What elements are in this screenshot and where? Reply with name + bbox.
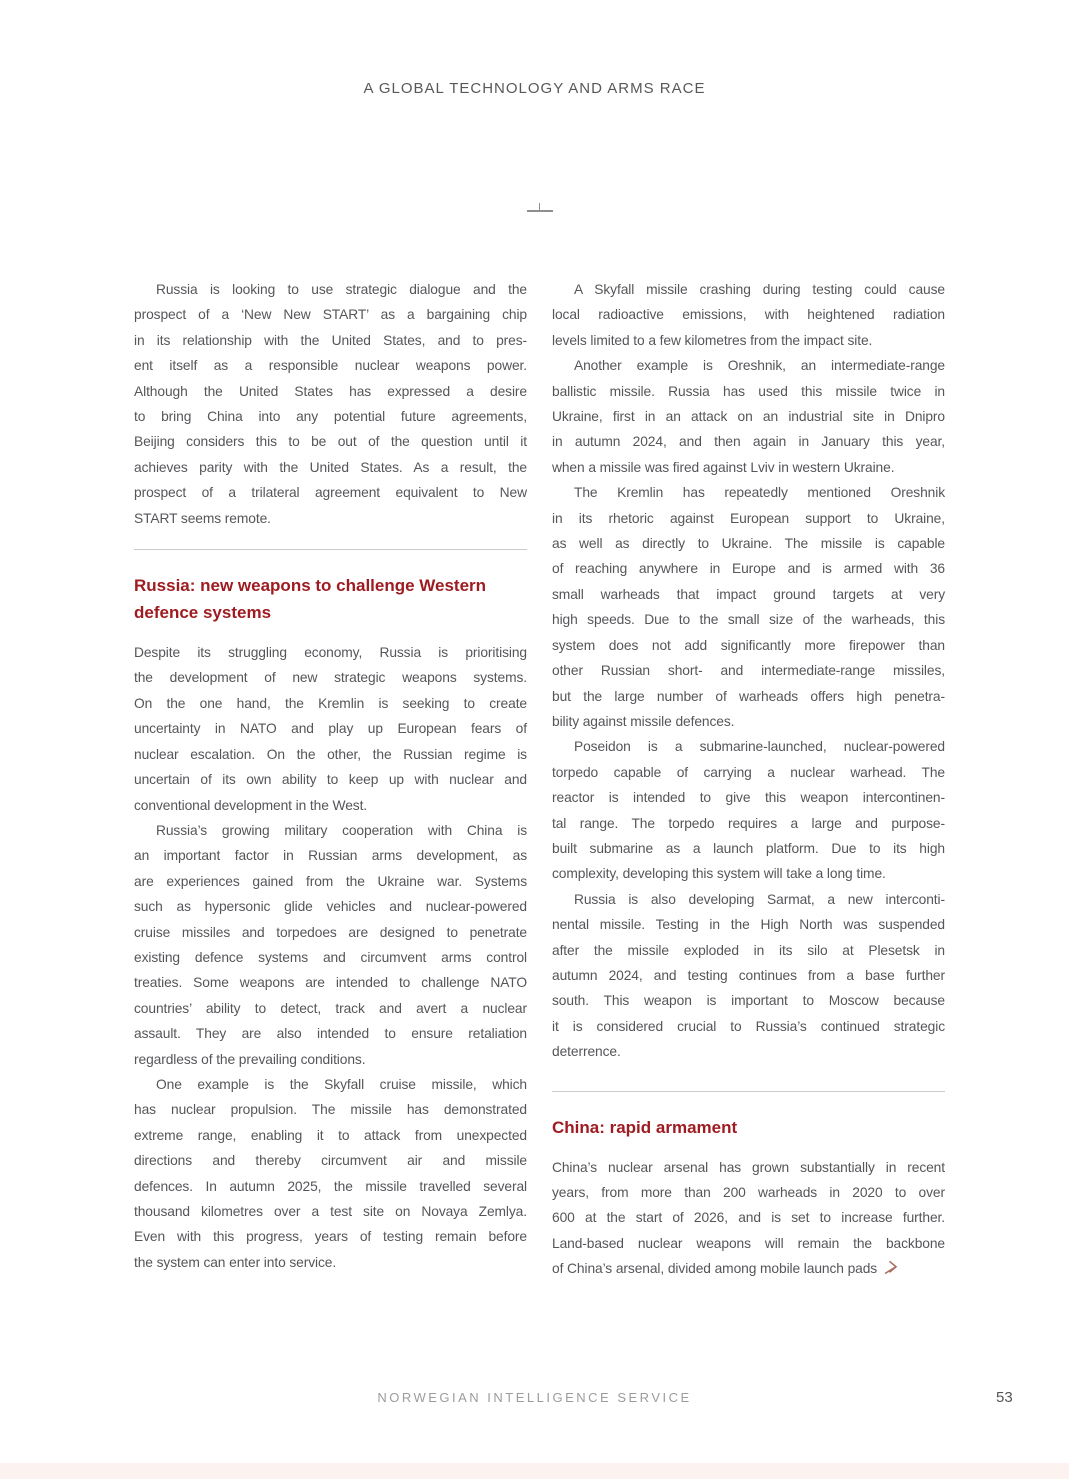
paragraph: [134, 277, 527, 531]
paragraph-line: high speeds. Due to the small size of the warheads, this: [552, 612, 945, 628]
running-header: A GLOBAL TECHNOLOGY AND ARMS RACE: [363, 80, 706, 97]
paragraph-line: has nuclear propulsion. The missile has demonstrated: [134, 1102, 527, 1118]
right-column: [552, 277, 945, 1284]
left-column: [134, 277, 527, 1275]
paragraph-line: China’s nuclear arsenal has grown substantially in recent: [552, 1159, 945, 1175]
paragraph: [552, 480, 945, 734]
paragraph-line: START seems remote.: [134, 510, 271, 526]
paragraph-line: as well as directly to Ukraine. The missile is capable: [552, 536, 945, 552]
paragraph-line: torpedo capable of carrying a nuclear warhead. The: [552, 764, 945, 780]
paragraph: [134, 1072, 527, 1275]
paragraph-line: uncertain of its own ability to keep up with nuclear and: [134, 772, 527, 788]
paragraph-line: of China’s arsenal, divided among mobile launch pads: [552, 1256, 945, 1283]
paragraph-line: the development of new strategic weapons systems.: [134, 670, 527, 686]
paragraph-line: complexity, developing this system will take a long time.: [552, 866, 886, 882]
paragraph-line: are experiences gained from the Ukraine war. Systems: [134, 873, 527, 889]
paragraph-line: One example is the Skyfall cruise missile, which: [156, 1076, 527, 1092]
paragraph-line: Russia’s growing military cooperation with China is: [156, 822, 527, 838]
paragraph-line: achieves parity with the United States. As a result, the: [134, 459, 527, 475]
paragraph-line: to bring China into any potential future agreements,: [134, 409, 527, 425]
paragraph-line: built submarine as a launch platform. Due to its high: [552, 840, 945, 856]
column-rule: [134, 549, 527, 550]
paragraph-line: Even with this progress, years of testing remain before: [134, 1229, 527, 1245]
paragraph-line: assault. They are also intended to ensure retaliation: [134, 1026, 527, 1042]
paragraph-line: levels limited to a few kilometres from the impact site.: [552, 332, 873, 348]
paragraph-line: but the large number of warheads offers high penetra-: [552, 688, 945, 704]
paragraph-line: extreme range, enabling it to attack from unexpected: [134, 1127, 527, 1143]
paragraph-line: countries’ ability to detect, track and avert a nuclear: [134, 1000, 527, 1016]
paragraph-line: Despite its struggling economy, Russia is prioritising: [134, 645, 527, 661]
paragraph-line: nental missile. Testing in the High North was suspended: [552, 917, 945, 933]
paragraph-line: directions and thereby circumvent air and missile: [134, 1153, 527, 1169]
paragraph-line: defences. In autumn 2025, the missile travelled several: [134, 1178, 527, 1194]
paragraph-line: other Russian short- and intermediate-range missiles,: [552, 663, 945, 679]
paragraph: [552, 1155, 945, 1284]
paragraph-line: Russia is looking to use strategic dialogue and the: [156, 282, 527, 297]
paragraph-line: system does not add significantly more firepower than: [552, 637, 945, 653]
section-heading: [552, 1114, 945, 1141]
paragraph-line: Beijing considers this to be out of the question until it: [134, 434, 527, 450]
paragraph-line: in its rhetoric against European support to Ukraine,: [552, 510, 945, 526]
section-heading-line: China: rapid armament: [552, 1117, 738, 1137]
paragraph-line: small warheads that impact ground targets at very: [552, 586, 945, 602]
paragraph-line: ballistic missile. Russia has used this missile twice in: [552, 383, 945, 399]
paragraph-line: uncertainty in NATO and play up European fears of: [134, 721, 527, 737]
paragraph-line: On the one hand, the Kremlin is seeking to create: [134, 695, 527, 711]
paragraph: [134, 640, 527, 818]
paragraph-line: regardless of the prevailing conditions.: [134, 1051, 366, 1067]
paragraph-line: autumn 2024, and testing continues from a base further: [552, 967, 945, 983]
section-heading-line: Russia: new weapons to challenge Western: [134, 576, 487, 596]
paragraph-line: Land-based nuclear weapons will remain the backbone: [552, 1235, 945, 1251]
paragraph-line: conventional development in the West.: [134, 797, 368, 813]
paragraph-line: bility against missile defences.: [552, 713, 735, 729]
paragraph-line: Russia is also developing Sarmat, a new interconti-: [574, 891, 945, 907]
column-rule: [552, 1091, 945, 1092]
bottom-accent-strip: [0, 1463, 1069, 1479]
footer-service-name: NORWEGIAN INTELLIGENCE SERVICE: [377, 1390, 692, 1405]
paragraph-line: such as hypersonic glide vehicles and nuclear-powered: [134, 899, 527, 915]
paragraph: [552, 277, 945, 353]
paragraph: [134, 818, 527, 1072]
paragraph-line: existing defence systems and circumvent arms control: [134, 949, 527, 965]
paragraph-line: local radioactive emissions, with heightened radiation: [552, 307, 945, 323]
paragraph-line: it is considered crucial to Russia’s continued strategic: [552, 1018, 945, 1034]
paragraph-line: prospect of a ‘New New START’ as a bargaining chip: [134, 307, 527, 323]
paragraph-line: Poseidon is a submarine-launched, nuclear-powered: [574, 739, 945, 755]
section-heading: [134, 572, 527, 626]
paragraph-line: in autumn 2024, and then again in January this year,: [552, 434, 945, 450]
paragraph-line: of reaching anywhere in Europe and is armed with 36: [552, 561, 945, 577]
paragraph-line: thousand kilometres over a test site on Novaya Zemlya.: [134, 1204, 527, 1219]
paragraph-line: A Skyfall missile crashing during testing could cause: [574, 282, 945, 297]
paragraph-line: reactor is intended to give this weapon intercontinen-: [552, 790, 945, 806]
paragraph-line: south. This weapon is important to Moscow because: [552, 993, 945, 1009]
paragraph-line: when a missile was fired against Lviv in western Ukraine.: [552, 459, 895, 475]
paragraph-line: Although the United States has expressed a desire: [134, 383, 527, 399]
paragraph-line: years, from more than 200 warheads in 2020 to over: [552, 1185, 945, 1200]
paragraph-line: nuclear escalation. On the other, the Russian regime is: [134, 746, 527, 762]
paragraph-line: an important factor in Russian arms development, as: [134, 848, 527, 864]
paragraph-line: 600 at the start of 2026, and is set to increase further.: [552, 1210, 945, 1226]
paragraph-line: The Kremlin has repeatedly mentioned Oreshnik: [574, 485, 945, 501]
paragraph-line: prospect of a trilateral agreement equivalent to New: [134, 485, 527, 501]
paragraph-line: the system can enter into service.: [134, 1254, 337, 1270]
paragraph-line: after the missile exploded in its silo at Plesetsk in: [552, 942, 945, 958]
paragraph: [552, 734, 945, 886]
paragraph-line: in its relationship with the United States, and to pres-: [134, 332, 527, 348]
section-divider-mark: [527, 203, 553, 212]
paragraph-line: Ukraine, first in an attack on an industrial site in Dnipro: [552, 409, 945, 425]
page-number: 53: [996, 1389, 1013, 1406]
paragraph-line: cruise missiles and torpedoes are designed to penetrate: [134, 924, 527, 940]
continuation-arrow-icon: [884, 1258, 898, 1283]
section-heading-line: defence systems: [134, 603, 272, 623]
paragraph-line: ent itself as a responsible nuclear weapons power.: [134, 358, 527, 374]
paragraph-line: deterrence.: [552, 1044, 621, 1060]
paragraph: [552, 887, 945, 1065]
paragraph: [552, 353, 945, 480]
paragraph-line: tal range. The torpedo requires a large and purpose-: [552, 815, 945, 831]
paragraph-line: treaties. Some weapons are intended to challenge NATO: [134, 975, 527, 991]
paragraph-line: Another example is Oreshnik, an intermediate-range: [574, 358, 945, 374]
